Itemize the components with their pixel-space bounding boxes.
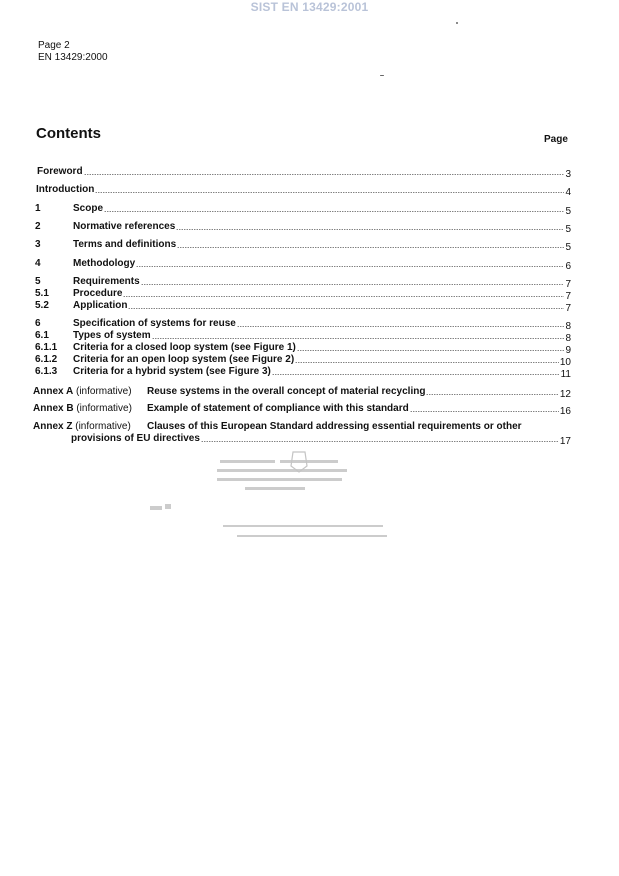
toc-entry-page: 11	[560, 369, 571, 380]
toc-entry-number: 5	[35, 276, 41, 287]
toc-entry-title: Example of statement of compliance with this standard	[147, 403, 409, 414]
toc-entry-number: 6.1.2	[35, 354, 58, 365]
toc-entry-title: Reuse systems in the overall concept of material recycling	[147, 386, 426, 397]
scan-speck	[456, 22, 458, 24]
toc-entry-title: Normative references	[73, 221, 176, 232]
toc-entry-title: Criteria for a closed loop system (see Figure 1)	[73, 342, 296, 353]
toc-entry-page: 9	[565, 345, 571, 356]
toc-entry-page: 17	[559, 436, 571, 447]
leader-dots	[128, 308, 564, 309]
toc-entry-number: 6	[35, 318, 41, 329]
toc-entry-page: 5	[565, 206, 571, 217]
toc-entry-page: 8	[565, 333, 571, 344]
toc-entry-number: 2	[35, 221, 41, 232]
toc-entry-title: Criteria for an open loop system (see Figure 2)	[73, 354, 295, 365]
annex-label: Annex B	[33, 403, 74, 414]
page-column-heading: Page	[544, 134, 568, 145]
toc-entry-page: 6	[565, 261, 571, 272]
toc-entry-number: 1	[35, 203, 41, 214]
leader-dots	[410, 411, 559, 412]
toc-entry-number: 5.2	[35, 300, 49, 311]
annex-prefix	[33, 403, 132, 414]
toc-entry-page: 4	[565, 187, 571, 198]
toc-entry-title: Procedure	[73, 288, 123, 299]
toc-entry-page: 7	[565, 291, 571, 302]
toc-entry-page: 12	[559, 389, 571, 400]
toc-entry-title: Specification of systems for reuse	[73, 318, 236, 329]
toc-entry-page: 3	[565, 169, 571, 180]
contents-title: Contents	[36, 125, 101, 142]
toc-entry-page: 7	[565, 303, 571, 314]
toc-entry-title-line1: Clauses of this European Standard addressing essential requirements or other	[147, 421, 522, 432]
annex-type: (informative)	[76, 403, 132, 414]
leader-dots	[272, 374, 560, 375]
toc-entry-page: 5	[565, 224, 571, 235]
annex-prefix	[33, 421, 131, 432]
leader-dots	[426, 394, 558, 395]
library-stamp-image	[145, 448, 405, 548]
header-page-number: Page 2	[38, 40, 70, 51]
toc-entry-number: 6.1.3	[35, 366, 58, 377]
toc-entry-title: Scope	[73, 203, 104, 214]
toc-entry-title: Types of system	[73, 330, 151, 341]
toc-entry-title: Introduction	[36, 184, 95, 195]
leader-dots	[123, 296, 564, 297]
leader-dots	[95, 192, 564, 193]
annex-prefix	[33, 386, 132, 397]
annex-type: (informative)	[75, 386, 132, 397]
header-standard-id: EN 13429:2000	[38, 52, 108, 63]
toc-entry-page: 8	[565, 321, 571, 332]
toc-entry-title: Criteria for a hybrid system (see Figure 3)	[73, 366, 271, 377]
leader-dots	[104, 211, 564, 212]
leader-dots	[176, 229, 564, 230]
toc-entry-number: 5.1	[35, 288, 49, 299]
leader-dots	[295, 362, 559, 363]
leader-dots	[136, 266, 564, 267]
toc-entry-title: Terms and definitions	[73, 239, 177, 250]
leader-dots	[141, 284, 565, 285]
toc-entry-title: Foreword	[37, 166, 83, 177]
toc-entry-page: 7	[565, 279, 571, 290]
annex-label: Annex A	[33, 386, 74, 397]
leader-dots	[297, 350, 565, 351]
toc-entry-title-line2: provisions of EU directives	[71, 433, 200, 444]
toc-entry-number: 3	[35, 239, 41, 250]
toc-entry-page: 16	[559, 406, 571, 417]
scan-speck	[380, 75, 384, 76]
toc-entry-page: 5	[565, 242, 571, 253]
toc-entry-title: Methodology	[73, 258, 136, 269]
toc-entry-page: 10	[559, 357, 571, 368]
leader-dots	[152, 338, 565, 339]
watermark: SIST EN 13429:2001	[250, 0, 369, 14]
toc-entry-title: Requirements	[73, 276, 140, 287]
leader-dots	[84, 174, 565, 175]
annex-type: (informative)	[75, 421, 131, 432]
leader-dots	[177, 247, 564, 248]
leader-dots	[201, 441, 559, 442]
toc-entry-number: 6.1.1	[35, 342, 58, 353]
toc-entry-title: Application	[73, 300, 128, 311]
toc-entry-number: 4	[35, 258, 41, 269]
leader-dots	[237, 326, 565, 327]
annex-label: Annex Z	[33, 421, 73, 432]
toc-entry-number: 6.1	[35, 330, 49, 341]
